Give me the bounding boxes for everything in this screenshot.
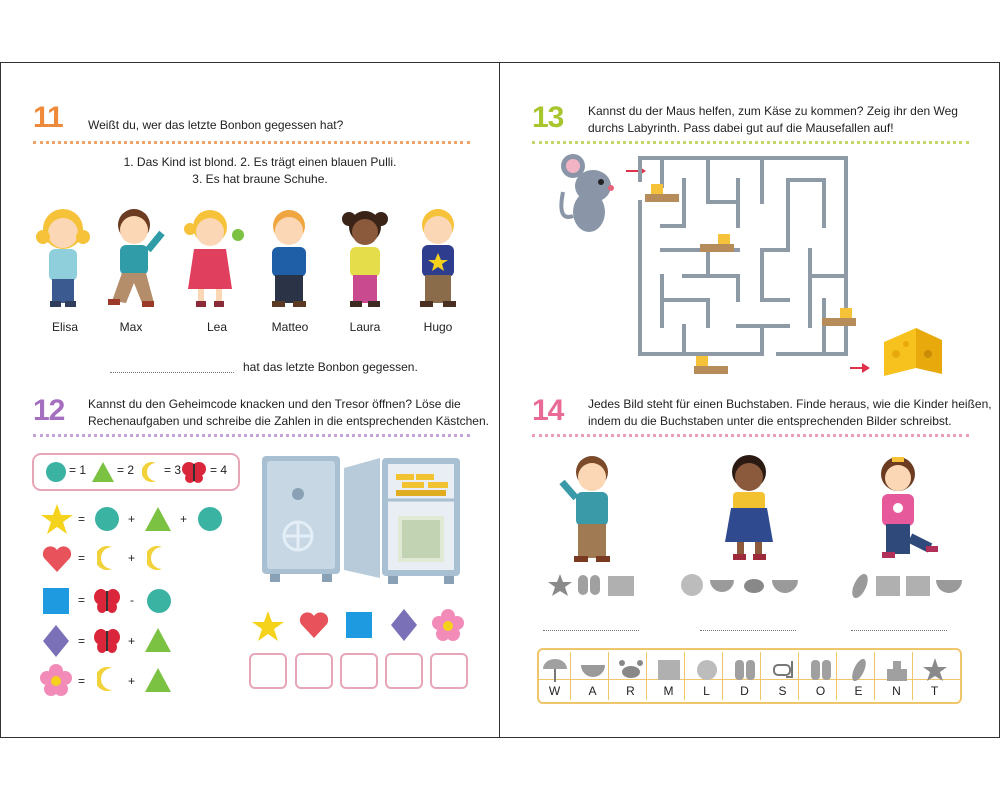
equation-4-equals: =: [78, 634, 86, 648]
code-cell-surfboard: [843, 652, 875, 700]
triangle-icon: [145, 507, 171, 531]
task-14-divider: [532, 434, 969, 437]
girl-pink-illustration: [864, 452, 940, 564]
snorkel-icon: [770, 657, 796, 683]
kid-laura-illustration: [335, 205, 395, 313]
boy-illustration: [556, 452, 626, 564]
answer-text: hat das letzte Bonbon gegessen.: [243, 360, 418, 374]
task-12-text-line-1: Kannst du den Geheimcode knacken und den Tresor öffnen? Löse die: [88, 397, 461, 411]
triangle-icon: [145, 628, 171, 652]
equation-4-op-1: +: [128, 634, 136, 648]
mousetrap-icon: [694, 354, 728, 376]
watermelon-icon: [580, 657, 606, 683]
flower-icon: [40, 664, 72, 696]
task-13-divider: [532, 141, 969, 144]
code-cell-sandcastle: [881, 652, 913, 700]
kid-name-hugo: Hugo: [423, 320, 453, 334]
kid-lea-illustration: [180, 205, 246, 313]
closed-safe-illustration: [262, 456, 340, 582]
mousetrap-icon: [822, 306, 856, 328]
mousetrap-icon: [700, 232, 734, 254]
kid-name-laura: Laura: [349, 320, 381, 334]
code-cell-flip-flops: [729, 652, 761, 700]
triangle-icon: [92, 462, 114, 482]
girl-braids-illustration: [713, 452, 785, 564]
sandcastle-icon: [884, 657, 910, 683]
legend-value-butterfly: = 4: [210, 463, 228, 477]
shorts-icon: [656, 657, 682, 683]
legend-value-moon: = 3: [164, 463, 182, 477]
equation-1-op-1: +: [128, 512, 136, 526]
equation-1-equals: =: [78, 512, 86, 526]
flip-flops-icon: [808, 657, 834, 683]
flip-flops-icon: [732, 657, 758, 683]
code-letter: E: [854, 684, 863, 698]
kid-matteo-illustration: [260, 205, 318, 313]
code-letter: A: [588, 684, 597, 698]
task-13-text-line-2: durchs Labyrinth. Pass dabei gut auf die Mausefallen auf!: [588, 121, 894, 135]
kid-name-elisa: Elisa: [51, 320, 78, 334]
task-14-number: 14: [532, 394, 564, 427]
circle-icon: [146, 588, 172, 614]
butterfly-icon: [94, 588, 120, 614]
open-safe-illustration: [344, 458, 460, 584]
moon-icon: [147, 545, 167, 571]
code-box-3[interactable]: [340, 653, 378, 689]
equation-5-op-1: +: [128, 674, 136, 688]
umbrella-icon: [542, 657, 568, 683]
kid-hugo-illustration: [410, 205, 470, 313]
moon-icon: [142, 461, 162, 483]
crab-icon: [618, 657, 644, 683]
task-13-number: 13: [532, 101, 564, 134]
symbol-legend: [32, 453, 240, 491]
triangle-icon: [145, 668, 171, 692]
kid-max-illustration: [104, 205, 168, 313]
clue-line-1: 1. Das Kind ist blond. 2. Es trägt einen blauen Pulli.: [123, 155, 397, 169]
answer-line[interactable]: [110, 372, 234, 373]
boy-name-answer-line[interactable]: [543, 630, 639, 631]
surfboard-icon: [846, 657, 872, 683]
heart-icon: [42, 545, 72, 573]
butterfly-icon: [182, 461, 206, 483]
code-letter: W: [548, 684, 561, 698]
square-icon: [43, 588, 69, 614]
star-icon: [251, 610, 285, 642]
clue-line-2: 3. Es hat braune Schuhe.: [192, 172, 328, 186]
task-12-text-line-2: Rechenaufgaben und schreibe die Zahlen in die entsprechenden Kästchen.: [88, 414, 489, 428]
circle-icon: [46, 462, 66, 482]
code-box-2[interactable]: [295, 653, 333, 689]
kid-name-matteo: Matteo: [271, 320, 309, 334]
code-box-5[interactable]: [430, 653, 468, 689]
task-14-text-line-1: Jedes Bild steht für einen Buchstaben. Finde heraus, wie die Kinder heißen,: [588, 397, 992, 411]
code-cell-crab: [615, 652, 647, 700]
flower-icon: [432, 609, 464, 641]
code-cell-shorts: [653, 652, 685, 700]
moon-icon: [97, 666, 117, 692]
equation-1-op-2: +: [180, 512, 188, 526]
girl-pink-name-answer-line[interactable]: [851, 630, 947, 631]
code-box-4[interactable]: [385, 653, 423, 689]
code-letter: D: [740, 684, 749, 698]
finish-arrow-icon: [850, 363, 870, 373]
equation-2-equals: =: [78, 551, 86, 565]
code-cell-flip-flops: [805, 652, 837, 700]
circle-icon: [198, 507, 222, 531]
code-cell-umbrella: [539, 652, 571, 700]
equation-2-op-1: +: [128, 551, 136, 565]
task-11-divider: [33, 141, 470, 144]
code-cell-starfish: [919, 652, 950, 700]
boy-picture-code: [548, 572, 638, 598]
code-letter: O: [815, 684, 826, 698]
code-letter: M: [663, 684, 674, 698]
task-11-number: 11: [33, 101, 63, 134]
code-letter: S: [778, 684, 787, 698]
task-12-divider: [33, 434, 470, 437]
circle-icon: [95, 507, 119, 531]
equation-5-equals: =: [78, 674, 86, 688]
mousetrap-icon: [645, 182, 679, 204]
girl-pink-picture-code: [848, 572, 968, 600]
diamond-icon: [43, 625, 69, 657]
sun-icon: [694, 657, 720, 683]
girl-braids-picture-code: [678, 572, 808, 598]
code-cell-sun: [691, 652, 723, 700]
task-14-text-line-2: indem du die Buchstaben unter die entsprechenden Bilder schreibst.: [588, 414, 952, 428]
equation-3-equals: =: [78, 593, 86, 607]
code-cell-watermelon: [577, 652, 609, 700]
butterfly-icon: [94, 628, 120, 654]
task-13-text-line-1: Kannst du der Maus helfen, zum Käse zu kommen? Zeig ihr den Weg: [588, 104, 958, 118]
moon-icon: [97, 545, 117, 571]
heart-icon: [299, 611, 329, 639]
code-letter: T: [930, 684, 939, 698]
equation-3-op-1: -: [130, 593, 134, 607]
starfish-icon: [922, 657, 948, 683]
girl-braids-name-answer-line[interactable]: [700, 630, 796, 631]
code-letter: L: [703, 684, 710, 698]
task-12-number: 12: [33, 394, 65, 427]
code-letter: N: [892, 684, 901, 698]
task-11-text: Weißt du, wer das letzte Bonbon gegessen hat?: [88, 118, 344, 132]
diamond-icon: [391, 609, 417, 641]
code-cell-snorkel: [767, 652, 799, 700]
kid-elisa-illustration: [35, 205, 91, 313]
mouse-illustration: [553, 152, 619, 236]
legend-value-triangle: = 2: [117, 463, 135, 477]
kid-name-max: Max: [119, 320, 143, 334]
kid-name-lea: Lea: [206, 320, 228, 334]
code-letter: R: [626, 684, 635, 698]
legend-value-circle: = 1: [69, 463, 87, 477]
star-icon: [40, 503, 74, 535]
square-icon: [346, 612, 372, 638]
cheese-icon: [880, 322, 946, 382]
code-box-1[interactable]: [249, 653, 287, 689]
